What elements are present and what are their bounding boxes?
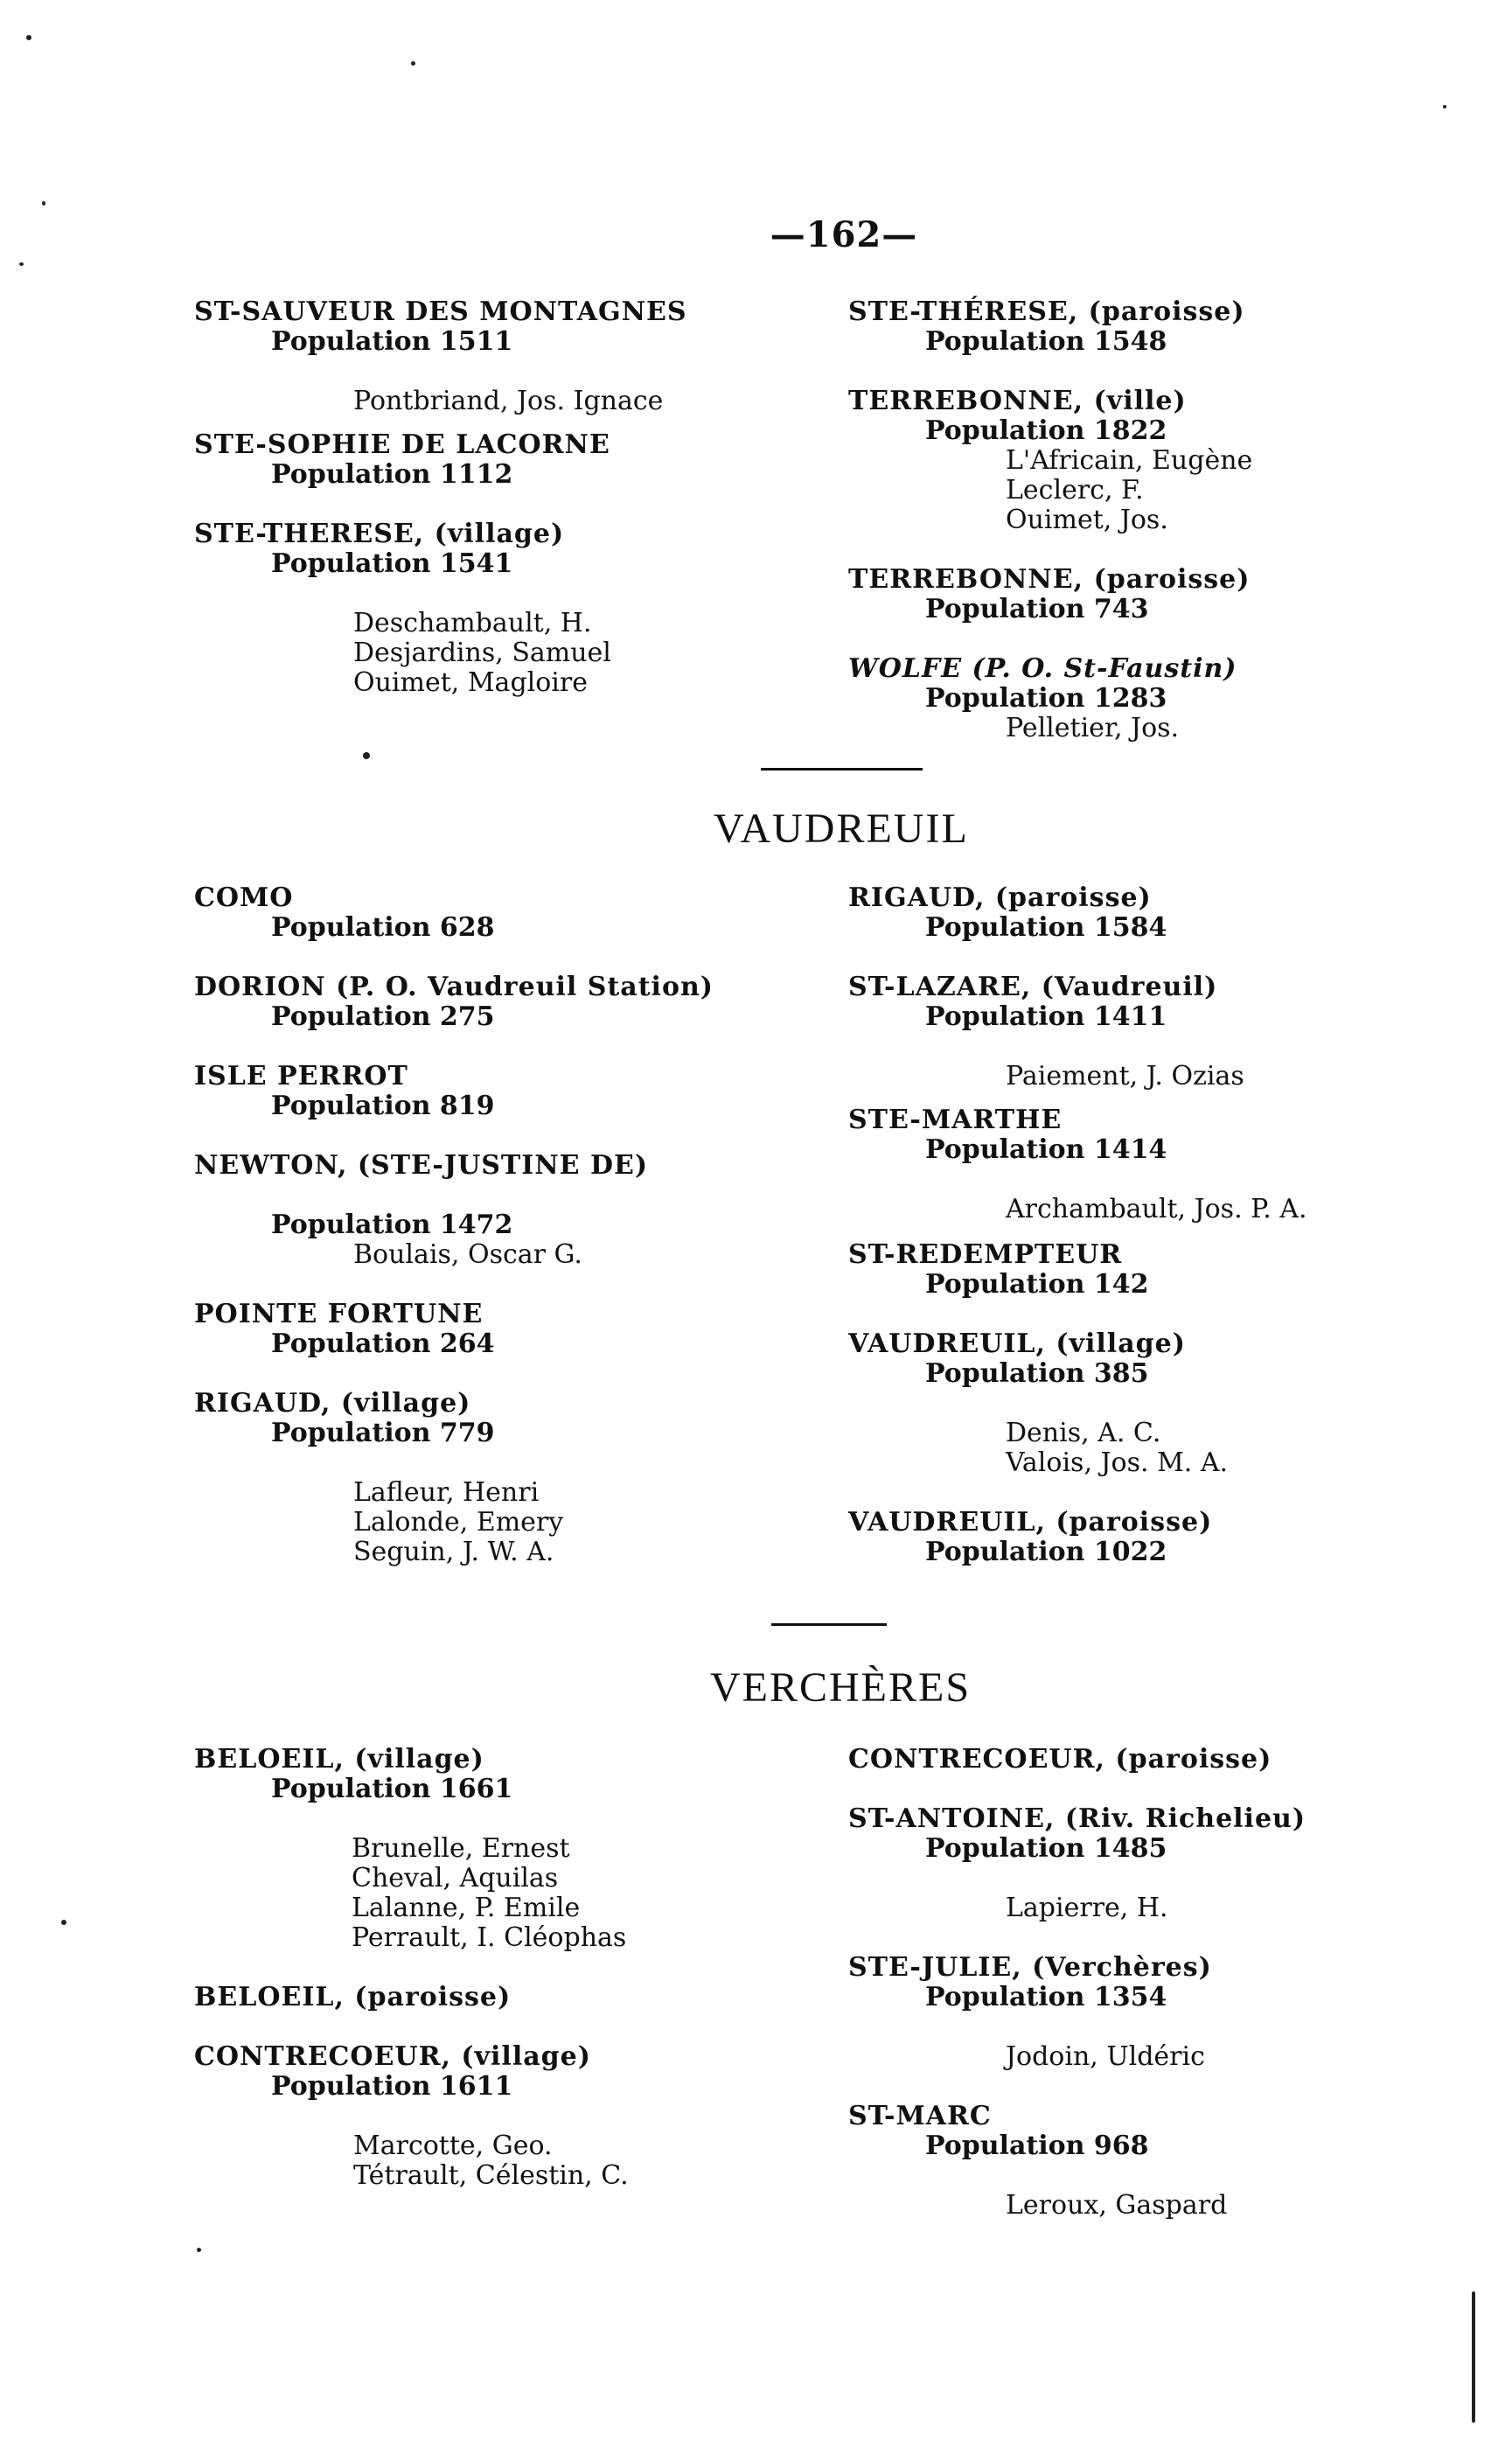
entry	[848, 1508, 1307, 1567]
scan-speck	[26, 35, 31, 40]
population: Population 1584	[925, 912, 1167, 943]
persons-list	[848, 1195, 1307, 1224]
population: Population 743	[925, 594, 1149, 624]
population: Population 1283	[925, 683, 1167, 714]
population: Population 1472	[271, 1210, 513, 1240]
person: L'Africain, Eugène	[1006, 445, 1253, 476]
person: Brunelle, Ernest	[352, 1833, 570, 1864]
person: Ouimet, Magloire	[353, 667, 588, 698]
locality-name: ST-MARC	[848, 2101, 992, 2131]
entry	[194, 1062, 714, 1121]
entry	[848, 1240, 1307, 1300]
person: Cheval, Aquilas	[352, 1863, 559, 1894]
person: Lapierre, H.	[1006, 1893, 1168, 1923]
locality-name: STE-THÉRESE, (paroisse)	[848, 296, 1245, 327]
entry	[848, 973, 1307, 1091]
population: Population 264	[271, 1329, 495, 1359]
locality-name: STE-JULIE, (Verchères)	[848, 1952, 1212, 1983]
locality-name: VAUDREUIL, (village)	[848, 1329, 1186, 1359]
entry	[194, 883, 714, 943]
entry	[848, 883, 1307, 943]
locality-name: DORION (P. O. Vaudreuil Station)	[194, 972, 714, 1002]
person: Ouimet, Jos.	[1006, 505, 1168, 535]
scan-speck	[1443, 105, 1446, 108]
section-title-vaudreuil: VAUDREUIL	[714, 806, 969, 852]
person: Marcotte, Geo.	[353, 2131, 553, 2161]
persons-list	[194, 1478, 714, 1567]
entry	[194, 1983, 629, 2012]
person: Deschambault, H.	[353, 608, 592, 638]
persons-list	[848, 714, 1252, 743]
population: Population 819	[271, 1091, 495, 1121]
locality-name: STE-SOPHIE DE LACORNE	[194, 429, 610, 460]
persons-list	[848, 1062, 1307, 1091]
locality-name: BELOEIL, (village)	[194, 1744, 484, 1775]
locality-name: STE-THERESE, (village)	[194, 519, 565, 549]
person: Archambault, Jos. P. A.	[1006, 1194, 1307, 1224]
entry	[194, 973, 714, 1032]
population: Population 1411	[925, 1001, 1167, 1032]
locality-name: RIGAUD, (village)	[194, 1388, 471, 1419]
entry	[194, 1151, 714, 1270]
locality-name: COMO	[194, 882, 294, 913]
scan-speck	[19, 262, 24, 266]
persons-list	[848, 1419, 1307, 1478]
population: Population 1511	[271, 326, 513, 357]
locality-name: TERREBONNE, (ville)	[848, 386, 1187, 416]
locality-name: ISLE PERROT	[194, 1061, 408, 1091]
entry	[848, 654, 1252, 743]
locality-name: CONTRECOEUR, (village)	[194, 2041, 591, 2072]
person: Tétrault, Célestin, C.	[353, 2160, 629, 2191]
entry	[194, 1745, 629, 1953]
locality-name: VAUDREUIL, (paroisse)	[848, 1507, 1213, 1538]
population: Population 779	[271, 1418, 495, 1448]
entry	[848, 1329, 1307, 1478]
person: Lalonde, Emery	[353, 1507, 564, 1538]
person: Boulais, Oscar G.	[353, 1239, 582, 1270]
population: Population 628	[271, 912, 495, 943]
population: Population 1414	[925, 1134, 1167, 1165]
entry	[848, 2102, 1306, 2221]
scan-speck	[42, 201, 45, 206]
person: Leclerc, F.	[1006, 475, 1144, 506]
person: Jodoin, Uldéric	[1006, 2041, 1205, 2072]
entry	[194, 2042, 629, 2191]
scan-speck	[363, 752, 370, 759]
locality-name: WOLFE (P. O. St-Faustin)	[848, 653, 1237, 684]
locality-name: NEWTON, (STE-JUSTINE DE)	[194, 1150, 649, 1181]
entry	[848, 1745, 1306, 1775]
person: Pelletier, Jos.	[1006, 713, 1180, 743]
section-1-left-column	[194, 883, 714, 1567]
section-1-right-column	[848, 883, 1307, 1567]
population: Population 1022	[925, 1537, 1167, 1567]
scan-speck	[411, 61, 415, 66]
locality-name: ST-SAUVEUR DES MONTAGNES	[194, 296, 687, 327]
section-divider	[771, 1623, 887, 1626]
persons-list	[848, 1894, 1306, 1923]
entry	[848, 1804, 1306, 1923]
population: Population 1611	[271, 2071, 513, 2102]
section-divider	[761, 768, 923, 771]
locality-name: ST-REDEMPTEUR	[848, 1239, 1123, 1270]
population: Population 275	[271, 1001, 495, 1032]
page-number: —162—	[770, 214, 918, 255]
scan-edge-mark	[1472, 2291, 1475, 2423]
entry	[194, 1300, 714, 1359]
population: Population 1354	[925, 1982, 1167, 2012]
person: Denis, A. C.	[1006, 1418, 1161, 1448]
population: Population 1541	[271, 548, 513, 579]
population: Population 142	[925, 1269, 1149, 1300]
person: Lafleur, Henri	[353, 1477, 540, 1508]
persons-list	[194, 1240, 714, 1270]
scan-speck	[61, 1920, 66, 1925]
person: Paiement, J. Ozias	[1006, 1061, 1244, 1091]
persons-list	[194, 2131, 629, 2191]
locality-name: RIGAUD, (paroisse)	[848, 882, 1152, 913]
section-0-left-column	[194, 297, 687, 698]
persons-list	[194, 1834, 629, 1953]
person: Valois, Jos. M. A.	[1006, 1447, 1229, 1478]
entry	[194, 430, 687, 490]
entry	[194, 520, 687, 698]
entry	[848, 1105, 1307, 1224]
locality-name: POINTE FORTUNE	[194, 1299, 484, 1329]
locality-name: CONTRECOEUR, (paroisse)	[848, 1744, 1272, 1775]
locality-name: ST-LAZARE, (Vaudreuil)	[848, 972, 1218, 1002]
entry	[848, 1953, 1306, 2072]
person: Seguin, J. W. A.	[353, 1537, 554, 1567]
population: Population 1548	[925, 326, 1167, 357]
section-title-vercheres: VERCHÈRES	[710, 1664, 972, 1711]
person: Perrault, I. Cléophas	[352, 1922, 627, 1953]
population: Population 385	[925, 1358, 1149, 1389]
locality-name: ST-ANTOINE, (Riv. Richelieu)	[848, 1803, 1306, 1834]
locality-name: STE-MARTHE	[848, 1105, 1063, 1135]
section-2-left-column	[194, 1745, 629, 2191]
entry	[848, 387, 1252, 535]
locality-name: TERREBONNE, (paroisse)	[848, 564, 1251, 595]
entry	[194, 297, 687, 416]
persons-list	[848, 2042, 1306, 2072]
persons-list	[848, 446, 1252, 535]
population: Population 968	[925, 2131, 1149, 2161]
person: Pontbriand, Jos. Ignace	[353, 386, 664, 416]
population: Population 1485	[925, 1833, 1167, 1864]
population: Population 1822	[925, 415, 1167, 446]
person: Leroux, Gaspard	[1006, 2190, 1228, 2221]
persons-list	[194, 387, 687, 416]
entry	[848, 297, 1252, 357]
section-2-right-column	[848, 1745, 1306, 2221]
population: Population 1661	[271, 1774, 513, 1804]
person: Desjardins, Samuel	[353, 638, 611, 668]
persons-list	[194, 609, 687, 698]
section-0-right-column	[848, 297, 1252, 743]
persons-list	[848, 2191, 1306, 2221]
entry	[194, 1389, 714, 1567]
scan-speck	[197, 2248, 201, 2252]
locality-name: BELOEIL, (paroisse)	[194, 1982, 512, 2012]
entry	[848, 565, 1252, 624]
population: Population 1112	[271, 459, 513, 490]
person: Lalanne, P. Emile	[352, 1893, 581, 1923]
